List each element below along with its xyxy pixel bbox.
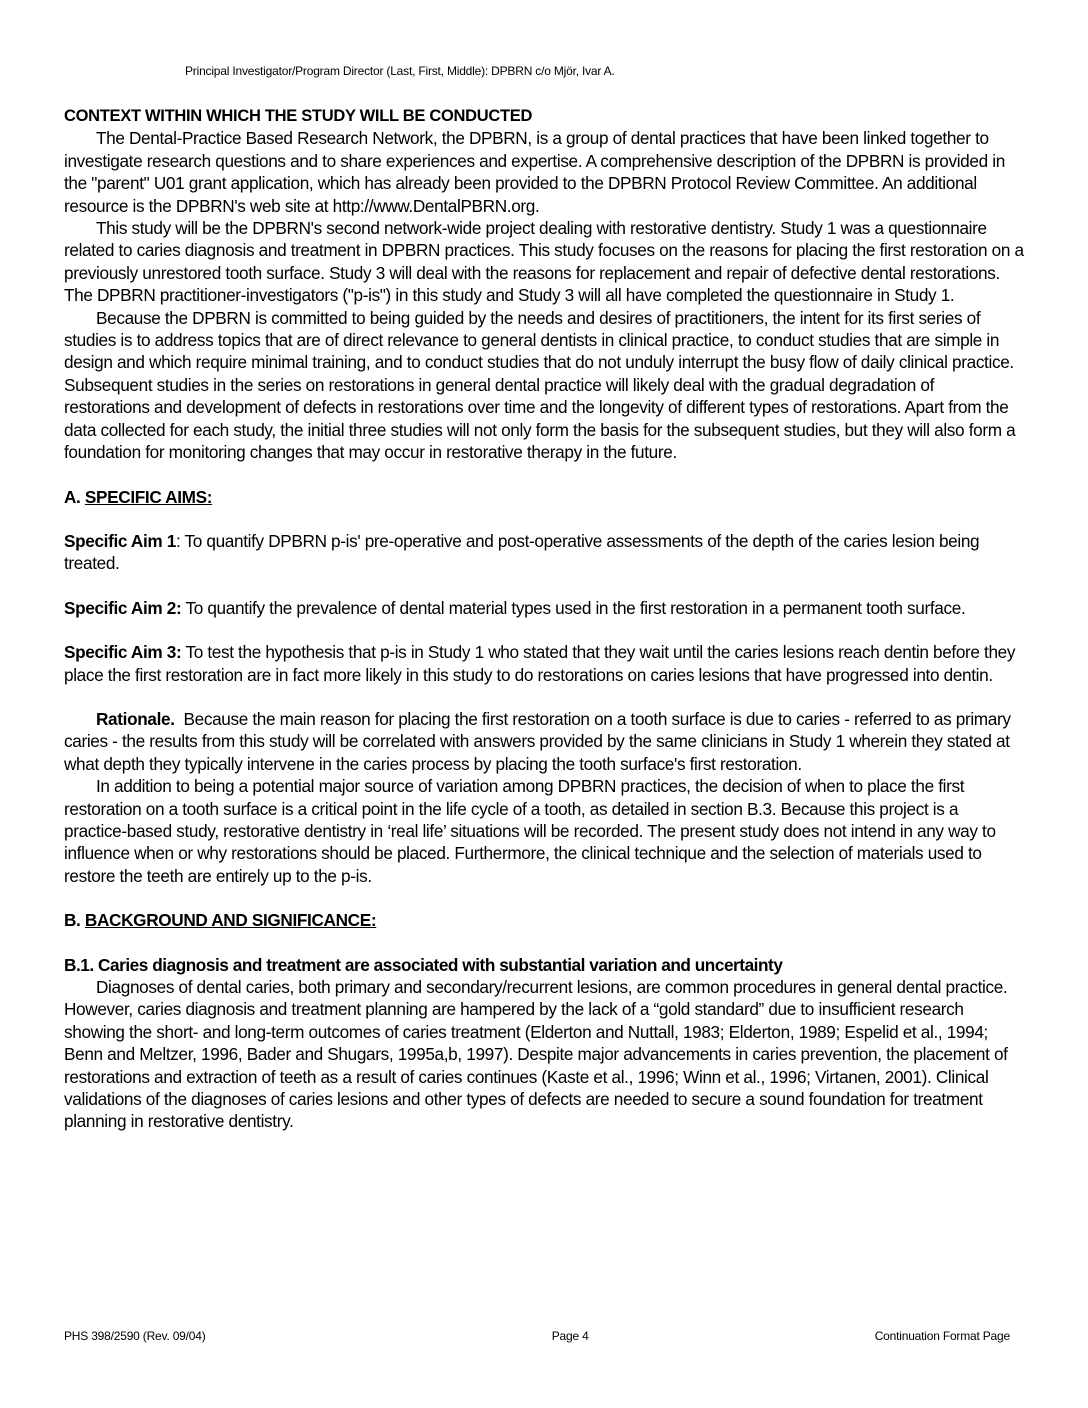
aim-label: Specific Aim 2: [64, 597, 182, 618]
document-body [64, 105, 1024, 1133]
rationale-label: Rationale. [96, 708, 175, 729]
rationale-paragraph: In addition to being a potential major source of variation among DPBRN practices, the decision of when to place the first restoration on a tooth surface is a critical point in the life cycle of a tooth, as detailed in section B.3. Because this project is a practice-based study, restorative dentistry in ‘real life’ situations will be recorded. The present study does not intend in any way to influence when or why restorations should be placed. Furthermore, the clinical technique and the selection of materials used to restore the teeth are entirely up to the p-is. [64, 776, 996, 886]
background-paragraph: Diagnoses of dental caries, both primary and secondary/recurrent lesions, are common procedures in general dental practice. However, caries diagnosis and treatment planning are hampered by the lack of a “gold standard” due to insufficient research showing the short- and long-term outcomes of caries treatment (Elderton and Nuttall, 1983; Elderton, 1989; Espelid et al., 1994; Benn and Meltzer, 1996, Bader and Shugars, 1995a,b, 1997). Despite major advancements in caries prevention, the placement of restorations and extraction of teeth as a result of caries continues (Kaste et al., 1996; Winn et al., 1996; Virtanen, 2001). Clinical validations of the diagnoses of caries lesions and other types of defects are needed to secure a sound foundation for treatment planning in restorative dentistry. [64, 977, 1008, 1132]
specific-aim-3 [64, 641, 1024, 686]
section-title: BACKGROUND AND SIGNIFICANCE: [84, 910, 377, 931]
context-title: CONTEXT WITHIN WHICH THE STUDY WILL BE CONDUCTED [64, 107, 533, 125]
pi-line: Principal Investigator/Program Director (Last, First, Middle): DPBRN c/o Mjör, Ivar A. [185, 64, 615, 78]
section-title: SPECIFIC AIMS: [84, 486, 213, 507]
aim-separator: : [175, 530, 185, 551]
page-number: Page 4 [551, 1329, 589, 1343]
subsection-title: B.1. Caries diagnosis and treatment are associated with substantial variation and uncertainty [64, 954, 783, 975]
context-paragraph: Because the DPBRN is committed to being guided by the needs and desires of practitioners, the intent for its first series of studies is to address topics that are of direct relevance to general dentists in clinical practice, to conduct studies that are simple in design and which require minimal training, and to conduct studies that do not unduly interrupt the busy flow of daily clinical practice. Subsequent studies in the series on restorations in general dental practice will likely deal with the gradual degradation of restorations and development of defects in restorations over time and the longevity of different types of restorations. Apart from the data collected for each study, the initial three studies will not only form the basis for the subsequent studies, but they will also form a foundation for monitoring changes that may occur in restorative therapy in the future. [64, 307, 1016, 463]
rationale-text: Because the main reason for placing the first restoration on a tooth surface is due to caries - referred to as primary caries - the results from this study will be correlated with answers provided by the same clinicians in Study 1 wherein they stated at what depth they typically intervene in the caries process by placing the tooth surface's first restoration. [64, 708, 1011, 774]
aim-text: To quantify the prevalence of dental material types used in the first restoration in a permanent tooth surface. [185, 597, 966, 618]
context-paragraph: The Dental-Practice Based Research Network, the DPBRN, is a group of dental practices that have been linked together to investigate research questions and to share experiences and expertise. A comprehensive description of the DPBRN is provided in the "parent" U01 grant application, which has already been provided to the DPBRN Protocol Review Committee. An additional resource is the DPBRN's web site at http://www.DentalPBRN.org. [64, 128, 1005, 216]
rationale-paragraph [64, 708, 1024, 775]
specific-aim-1 [64, 530, 1024, 575]
section-prefix: B. [64, 910, 85, 931]
context-paragraph: This study will be the DPBRN's second network-wide project dealing with restorative dentistry. Study 1 was a questionnaire related to caries diagnosis and treatment in DPBRN practices. This study focuses on the reasons for placing the first restoration on a previously unrestored tooth surface. Study 3 will deal with the reasons for replacement and repair of defective dental restorations. The DPBRN practitioner-investigators ("p-is") in this study and Study 3 will all have completed the questionnaire in Study 1. [64, 218, 1024, 306]
format-label: Continuation Format Page [874, 1329, 1010, 1343]
aim-text: To test the hypothesis that p-is in Study 1 who stated that they wait until the caries lesions reach dentin before they place the first restoration are in fact more likely in this study to do restorations on caries lesions that have progressed into dentin. [64, 642, 1016, 685]
page-header [185, 64, 615, 78]
background-heading [64, 909, 1024, 931]
aim-label: Specific Aim 3: [64, 642, 182, 663]
form-id: PHS 398/2590 (Rev. 09/04) [64, 1329, 206, 1343]
page-footer [64, 1329, 1010, 1343]
aim-text: To quantify DPBRN p-is' pre-operative and post-operative assessments of the depth of the caries lesion being treated. [64, 530, 980, 574]
aim-label: Specific Aim 1 [64, 530, 176, 551]
specific-aims-heading [64, 486, 1024, 508]
specific-aim-2 [64, 597, 1024, 619]
section-prefix: A. [64, 486, 85, 507]
